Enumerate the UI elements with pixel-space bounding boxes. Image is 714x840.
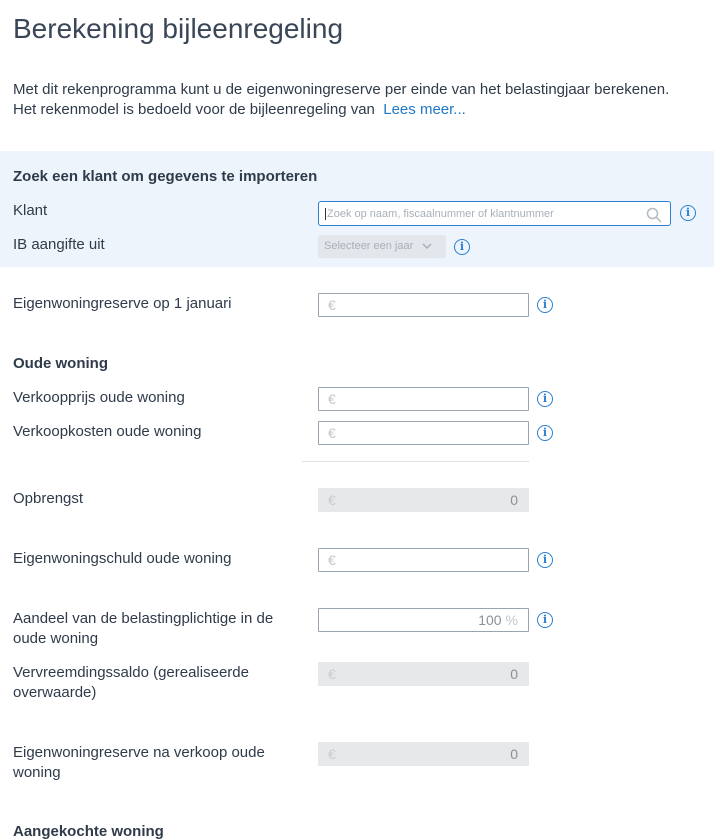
client-search-placeholder: Zoek op naam, fiscaalnummer of klantnummer [327,208,554,220]
sale-price-info-icon[interactable]: i [537,391,553,407]
ib-info-icon[interactable]: i [454,239,470,255]
client-search-input[interactable] [318,201,671,226]
new-home-heading: Aangekochte woning [13,823,164,840]
alienation-value [318,662,529,686]
currency-symbol: € [328,492,336,508]
old-home-heading: Oude woning [13,355,108,372]
alienation-amount: 0 [510,666,518,682]
proceeds-label: Opbrengst [13,490,84,507]
year-select[interactable] [318,235,446,258]
reserve-jan-info-icon[interactable]: i [537,297,553,313]
read-more-link[interactable]: Lees meer... [383,101,466,118]
divider [302,461,529,462]
client-info-icon[interactable]: i [680,205,696,221]
year-select-value: Selecteer een jaar [324,240,414,252]
sale-price-input[interactable] [318,387,529,411]
reserve-after-value [318,742,529,766]
sale-costs-input[interactable] [318,421,529,445]
reserve-after-amount: 0 [510,746,518,762]
share-info-icon[interactable]: i [537,612,553,628]
page-title: Berekening bijleenregeling [13,13,344,44]
sale-costs-info-icon[interactable]: i [537,425,553,441]
share-amount: 100 [478,612,502,628]
intro-line-1: Met dit rekenprogramma kunt u de eigenwoningreserve per einde van het belastingjaar berekenen. [13,81,670,98]
sale-price-label: Verkoopprijs oude woning [13,389,185,406]
currency-symbol: € [328,391,336,407]
share-label: Aandeel van de belastingplichtige in de oude woning [13,610,274,647]
intro-text [13,80,708,120]
currency-symbol: € [328,666,336,682]
currency-symbol: € [328,425,336,441]
proceeds-value [318,488,529,512]
client-label: Klant [13,202,48,219]
reserve-jan-label: Eigenwoningreserve op 1 januari [13,295,232,312]
sale-costs-label: Verkoopkosten oude woning [13,423,202,440]
debt-label: Eigenwoningschuld oude woning [13,550,232,567]
search-icon[interactable] [646,207,662,223]
percent-symbol: % [505,612,518,628]
currency-symbol: € [328,552,336,568]
share-input[interactable] [318,608,529,632]
import-heading: Zoek een klant om gegevens te importeren [13,168,318,185]
currency-symbol: € [328,297,336,313]
chevron-down-icon [422,242,432,250]
proceeds-amount: 0 [510,492,518,508]
ib-label: IB aangifte uit [13,236,105,253]
reserve-jan-input[interactable] [318,293,529,317]
intro-line-2: Het rekenmodel is bedoeld voor de bijleenregeling van Lees meer... [13,101,466,118]
debt-input[interactable] [318,548,529,572]
reserve-after-label: Eigenwoningreserve na verkoop oude woning [13,744,265,781]
alienation-label: Vervreemdingssaldo (gerealiseerde overwaarde) [13,664,249,701]
currency-symbol: € [328,746,336,762]
debt-info-icon[interactable]: i [537,552,553,568]
